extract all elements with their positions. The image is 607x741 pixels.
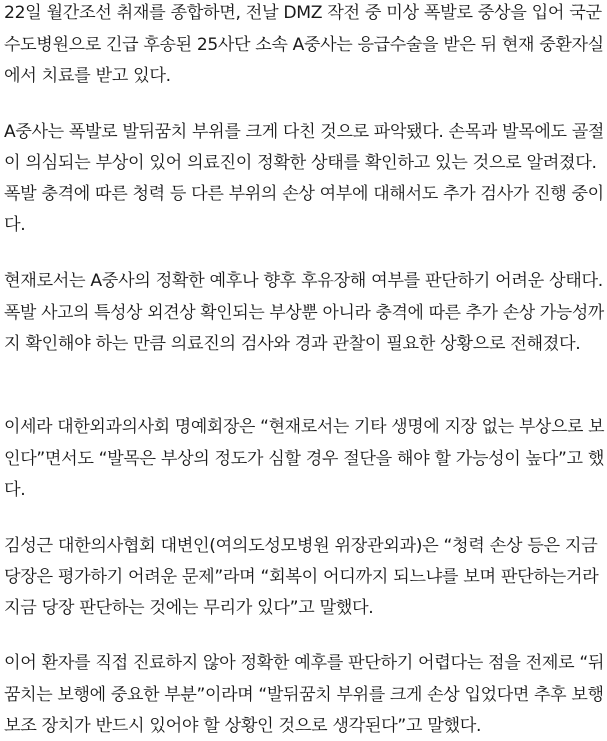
text-line: 꿈치는 보행에 중요한 부분”이라며 “발뒤꿈치 부위를 크게 손상 입었다면 추후 보행 xyxy=(4,685,604,705)
text-line: 김성근 대한의사협회 대변인(여의도성모병원 위장관외과)은 “청력 손상 등은 지금 xyxy=(4,536,598,556)
text-line: 22일 월간조선 취재를 종합하면, 전날 DMZ 작전 중 미상 폭발로 중상을 입어 국군 xyxy=(4,3,602,23)
text-line: 이세라 대한외과의사회 명예회장은 “현재로서는 기타 생명에 지장 없는 부상으로 보 xyxy=(4,417,605,437)
text-line: 에서 치료를 받고 있다. xyxy=(4,66,171,86)
text-line: 지금 당장 판단하는 것에는 무리가 있다”고 말했다. xyxy=(4,598,374,618)
text-line: 이어 환자를 직접 진료하지 않아 정확한 예후를 판단하기 어렵다는 점을 전제로 “뒤 xyxy=(4,653,605,673)
text-line: 폭발 충격에 따른 청력 등 다른 부위의 손상 여부에 대해서도 추가 검사가 진행 중이 xyxy=(4,184,604,204)
text-line: 현재로서는 A중사의 정확한 예후나 향후 후유장해 여부를 판단하기 어려운 상태다. xyxy=(4,271,603,291)
text-line: 폭발 사고의 특성상 외견상 확인되는 부상뿐 아니라 충격에 따른 추가 손상 가능성까 xyxy=(4,303,604,323)
text-line: 다. xyxy=(4,480,26,500)
text-line: 인다”면서도 “발목은 부상의 정도가 심할 경우 절단을 해야 할 가능성이 높다”고 했 xyxy=(4,449,605,469)
text-line: 지 확인해야 하는 만큼 의료진의 검사와 경과 관찰이 필요한 상황으로 전해졌다. xyxy=(4,334,581,354)
text-line: 당장은 평가하기 어려운 문제”라며 “회복이 어디까지 되느냐를 보며 판단하는거라 xyxy=(4,567,599,587)
text-line: 수도병원으로 긴급 후송된 25사단 소속 A중사는 응급수술을 받은 뒤 현재 중환자실 xyxy=(4,35,604,55)
text-line: 이 의심되는 부상이 있어 의료진이 정확한 상태를 확인하고 있는 것으로 알려졌다. xyxy=(4,153,597,173)
text-line: A중사는 폭발로 발뒤꿈치 부위를 크게 다친 것으로 파악됐다. 손목과 발목에도 골절 xyxy=(4,122,605,142)
text-line: 보조 장치가 반드시 있어야 할 상황인 것으로 생각된다”고 말했다. xyxy=(4,716,482,736)
text-line: 다. xyxy=(4,215,26,235)
